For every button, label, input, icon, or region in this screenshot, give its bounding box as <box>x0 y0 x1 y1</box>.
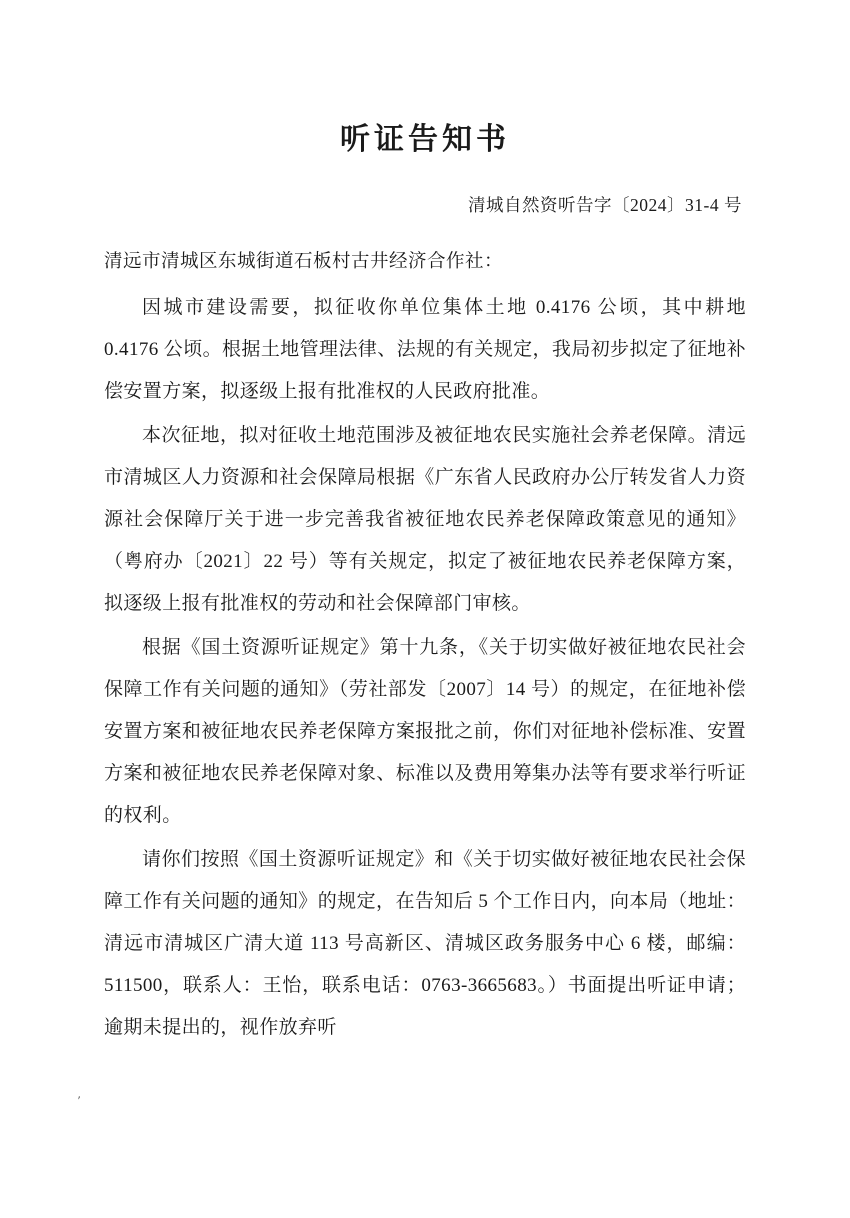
page-title: 听证告知书 <box>340 123 510 156</box>
document-number: 清城自然资听告字〔2024〕31-4 号 <box>468 195 742 215</box>
paragraph: 请你们按照《国土资源听证规定》和《关于切实做好被征地农民社会保障工作有关问题的通知》的规定，在告知后 5 个工作日内，向本局（地址：清远市清城区广清大道 113 号高新区、清城区政务服务中心 6 楼，邮编：511500，联系人：王怡，联系电话：0763-3665683。）书面提出听证申请；逾期未提出的，视作放弃听 <box>104 849 746 1038</box>
recipient-line: 清远市清城区东城街道石板村古井经济合作社： <box>104 252 504 272</box>
stray-ink-mark: ' <box>75 1093 82 1108</box>
paragraph: 根据《国土资源听证规定》第十九条，《关于切实做好被征地农民社会保障工作有关问题的通知》（劳社部发〔2007〕14 号）的规定，在征地补偿安置方案和被征地农民养老保障方案报批之前，你们对征地补偿标准、安置方案和被征地农民养老保障对象、标准以及费用筹集办法等有要求举行听证的权利。 <box>104 637 746 826</box>
paragraph: 本次征地，拟对征收土地范围涉及被征地农民实施社会养老保障。清远市清城区人力资源和社会保障局根据《广东省人民政府办公厅转发省人力资源社会保障厅关于进一步完善我省被征地农民养老保障政策意见的通知》（粤府办〔2021〕22 号）等有关规定，拟定了被征地农民养老保障方案，拟逐级上报有批准权的劳动和社会保障部门审核。 <box>104 425 746 614</box>
paragraph: 因城市建设需要，拟征收你单位集体土地 0.4176 公顷，其中耕地 0.4176 公顷。根据土地管理法律、法规的有关规定，我局初步拟定了征地补偿安置方案，拟逐级上报有批准权的人民政府批准。 <box>104 297 746 402</box>
document-body <box>104 287 746 1049</box>
